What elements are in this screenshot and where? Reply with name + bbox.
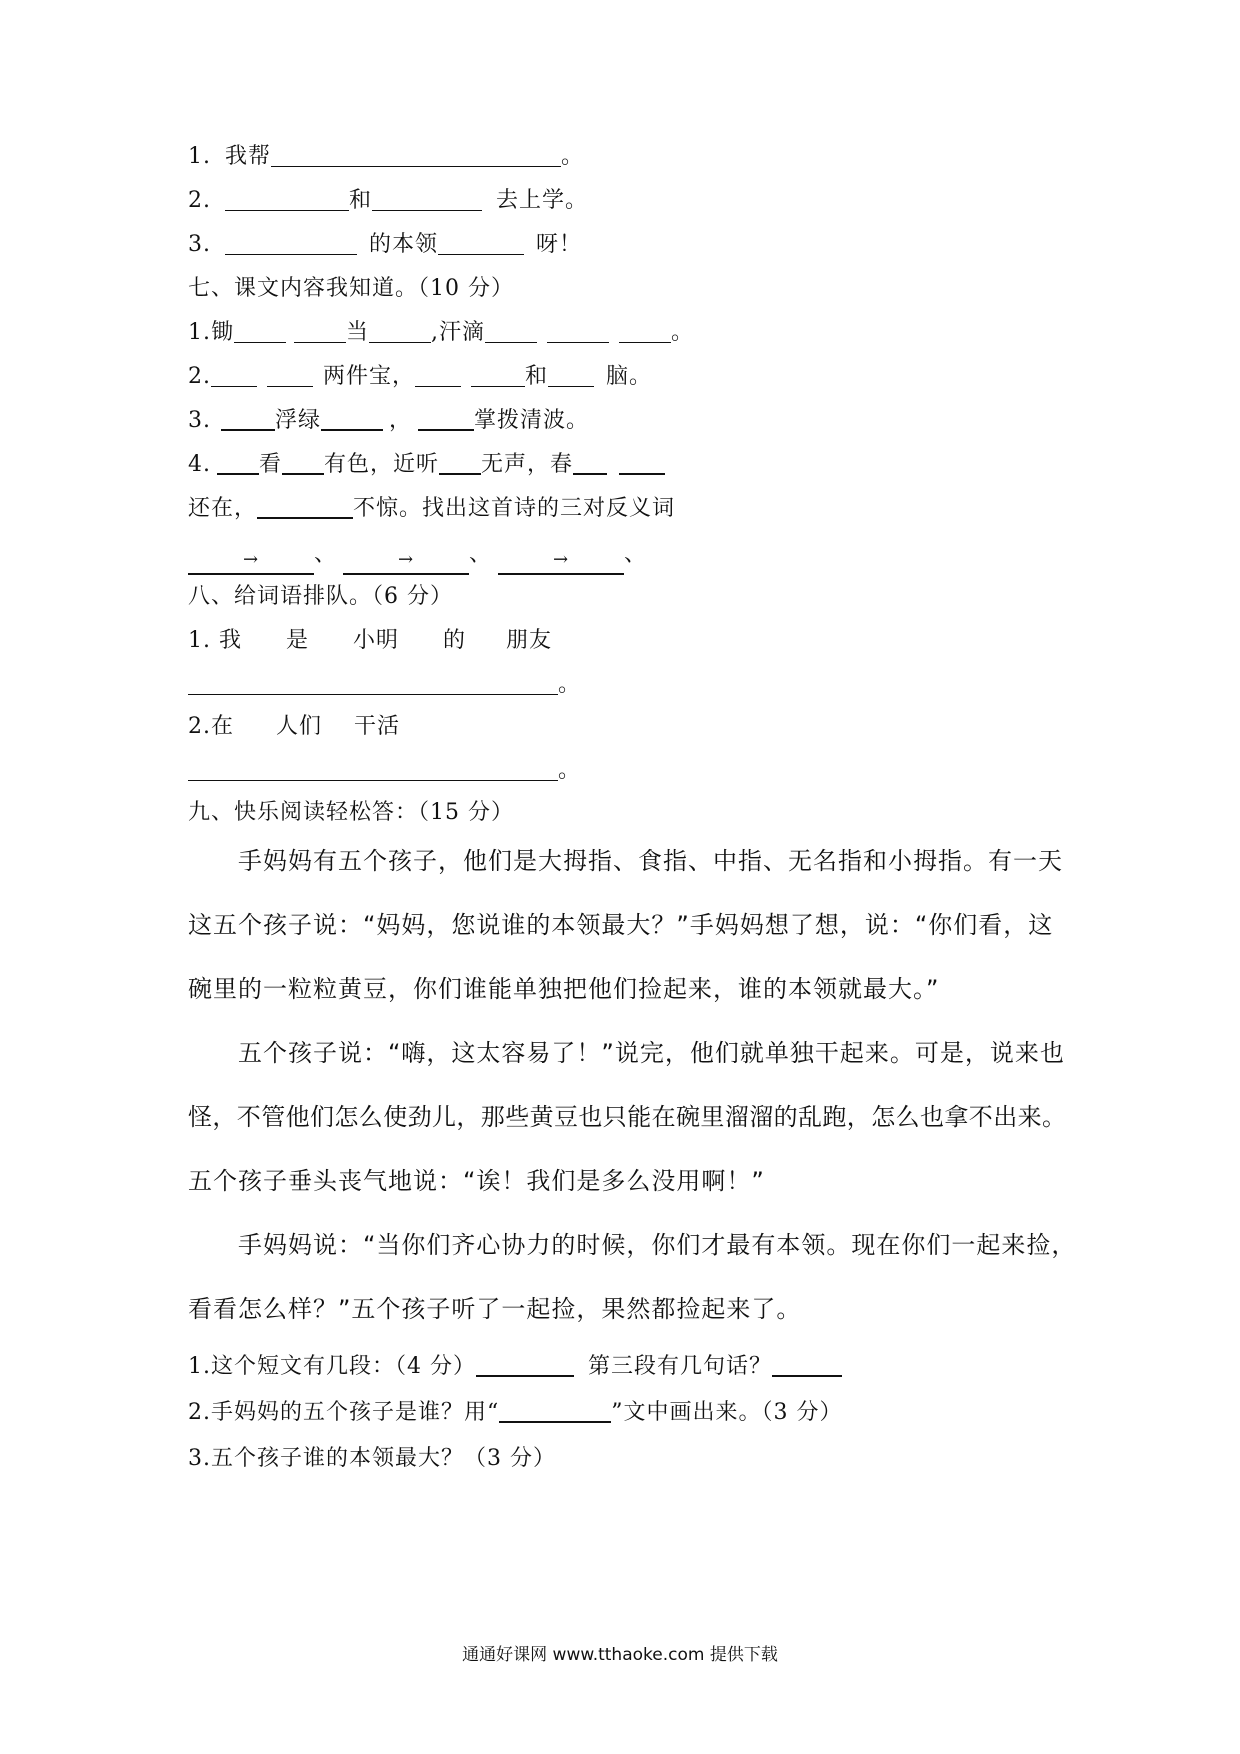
blank[interactable] <box>225 232 357 255</box>
word: 2.在 <box>188 714 234 739</box>
q-text: 当 <box>346 320 370 345</box>
blank[interactable] <box>282 451 324 475</box>
q-text: ”文中画出来。（3 分） <box>611 1400 843 1425</box>
passage-line: 这五个孩子说：“妈妈，您说谁的本领最大？”手妈妈想了想，说：“你们看，这 <box>188 911 1054 939</box>
passage-line: 手妈妈有五个孩子，他们是大拇指、食指、中指、无名指和小拇指。有一天 <box>238 847 1063 875</box>
s7-antonym-row <box>188 540 647 575</box>
blank[interactable] <box>294 320 346 343</box>
s7-line2 <box>188 362 652 392</box>
blank[interactable] <box>369 320 431 343</box>
s8-q2-answer <box>188 756 581 786</box>
blank[interactable] <box>217 451 259 475</box>
passage-line: 看看怎么样？”五个孩子听了一起捡，果然都捡起来了。 <box>188 1295 802 1323</box>
blank[interactable] <box>415 364 461 387</box>
word: 小明 <box>353 628 400 653</box>
s7-line5 <box>188 494 675 524</box>
q-text: 有色，近听 <box>324 452 440 477</box>
q-text: ,汗滴 <box>431 320 486 345</box>
q-text: 的本领 <box>369 232 439 257</box>
blank[interactable] <box>418 407 474 431</box>
passage-line: 怪，不管他们怎么使劲儿，那些黄豆也只能在碗里溜溜的乱跑，怎么也拿不出来。 <box>188 1103 1067 1131</box>
punct: 、 <box>469 542 493 567</box>
passage-line: 手妈妈说：“当你们齐心协力的时候，你们才最有本领。现在你们一起来捡， <box>238 1231 1077 1259</box>
passage-line: 碗里的一粒粒黄豆，你们谁能单独把他们捡起来，谁的本领就最大。” <box>188 975 940 1003</box>
footer-credit: 通通好课网 www.tthaoke.com 提供下载 <box>462 1645 778 1665</box>
word: 是 <box>285 628 309 653</box>
q-number: 2. <box>188 188 211 213</box>
s9-q2 <box>188 1398 843 1428</box>
blank[interactable] <box>573 451 607 475</box>
s7-line1 <box>188 318 694 348</box>
word: 1. 我 <box>188 628 242 653</box>
blank[interactable] <box>619 451 665 475</box>
q-text: 看 <box>259 452 283 477</box>
blank[interactable] <box>772 1353 842 1377</box>
s6-q1 <box>188 142 584 172</box>
s8-q1-words <box>188 626 552 656</box>
punct: 。 <box>558 758 582 783</box>
antonym-pair-blank[interactable] <box>343 549 469 575</box>
word: 朋友 <box>506 628 553 653</box>
q-text: 无声，春 <box>481 452 574 477</box>
word: 干活 <box>354 714 401 739</box>
s8-q1-answer <box>188 670 581 700</box>
blank[interactable] <box>499 1399 611 1423</box>
antonym-pair-blank[interactable] <box>188 549 314 575</box>
arrow-right-icon: → <box>242 549 260 570</box>
punct: 、 <box>624 542 648 567</box>
punct: 、 <box>314 542 338 567</box>
passage-line: 五个孩子说：“嗨，这太容易了！”说完，他们就单独干起来。可是，说来也 <box>238 1039 1065 1067</box>
blank[interactable] <box>267 364 313 387</box>
q-text: 2.手妈妈的五个孩子是谁？用“ <box>188 1400 500 1425</box>
blank[interactable] <box>211 364 257 387</box>
q-text: 和 <box>525 364 549 389</box>
q-text: 2. <box>188 364 211 389</box>
s7-line4 <box>188 450 665 480</box>
q-text: 掌拨清波。 <box>474 408 590 433</box>
blank[interactable] <box>439 451 481 475</box>
section7-title: 七、课文内容我知道。（10 分） <box>188 276 514 301</box>
punct: 。 <box>558 672 582 697</box>
q-text: 1.这个短文有几段：（4 分） <box>188 1354 476 1379</box>
q-text: 我帮 <box>225 144 272 169</box>
word: 的 <box>443 628 467 653</box>
q-text: 1.锄 <box>188 320 234 345</box>
s9-q1 <box>188 1352 842 1382</box>
blank[interactable] <box>547 320 609 343</box>
q-text: 不惊。找出这首诗的三对反义词 <box>353 496 676 521</box>
q-text: 呀！ <box>536 232 583 257</box>
s6-q2 <box>188 186 588 216</box>
blank[interactable] <box>548 364 594 387</box>
q-text: 还在， <box>188 496 258 521</box>
antonym-pair-blank[interactable] <box>498 549 624 575</box>
s7-line3 <box>188 406 589 436</box>
section9-title: 九、快乐阅读轻松答：（15 分） <box>188 800 514 825</box>
blank[interactable] <box>438 232 524 255</box>
q-text: 脑。 <box>606 364 653 389</box>
q-text: 第三段有几句话？ <box>587 1354 772 1379</box>
blank[interactable] <box>271 144 561 167</box>
passage-line: 五个孩子垂头丧气地说：“诶！我们是多么没用啊！” <box>188 1167 765 1195</box>
blank[interactable] <box>471 364 525 387</box>
punct: ， <box>389 408 413 433</box>
arrow-right-icon: → <box>552 549 570 570</box>
q-text: 4. <box>188 452 211 477</box>
arrow-right-icon: → <box>397 549 415 570</box>
punct: 。 <box>561 144 585 169</box>
q-text: 去上学。 <box>496 188 589 213</box>
blank[interactable] <box>619 320 671 343</box>
s9-q3: 3.五个孩子谁的本领最大？（3 分） <box>188 1446 556 1471</box>
answer-blank[interactable] <box>188 672 558 695</box>
blank[interactable] <box>257 495 353 519</box>
blank[interactable] <box>321 407 383 431</box>
blank[interactable] <box>485 320 537 343</box>
q-text: 和 <box>349 188 373 213</box>
q-number: 3. <box>188 232 211 257</box>
blank[interactable] <box>234 320 286 343</box>
word: 人们 <box>276 714 323 739</box>
q-number: 1. <box>188 144 211 169</box>
q-text: 两件宝， <box>323 364 416 389</box>
blank[interactable] <box>372 188 482 211</box>
answer-blank[interactable] <box>188 758 558 781</box>
s8-q2-words <box>188 712 400 742</box>
blank[interactable] <box>476 1353 574 1377</box>
q-text: 浮绿 <box>275 408 322 433</box>
s6-q3 <box>188 230 582 260</box>
blank[interactable] <box>221 407 275 431</box>
q-text: 3. <box>188 408 211 433</box>
blank[interactable] <box>225 188 349 211</box>
punct: 。 <box>671 320 695 345</box>
section8-title: 八、给词语排队。（6 分） <box>188 584 453 609</box>
